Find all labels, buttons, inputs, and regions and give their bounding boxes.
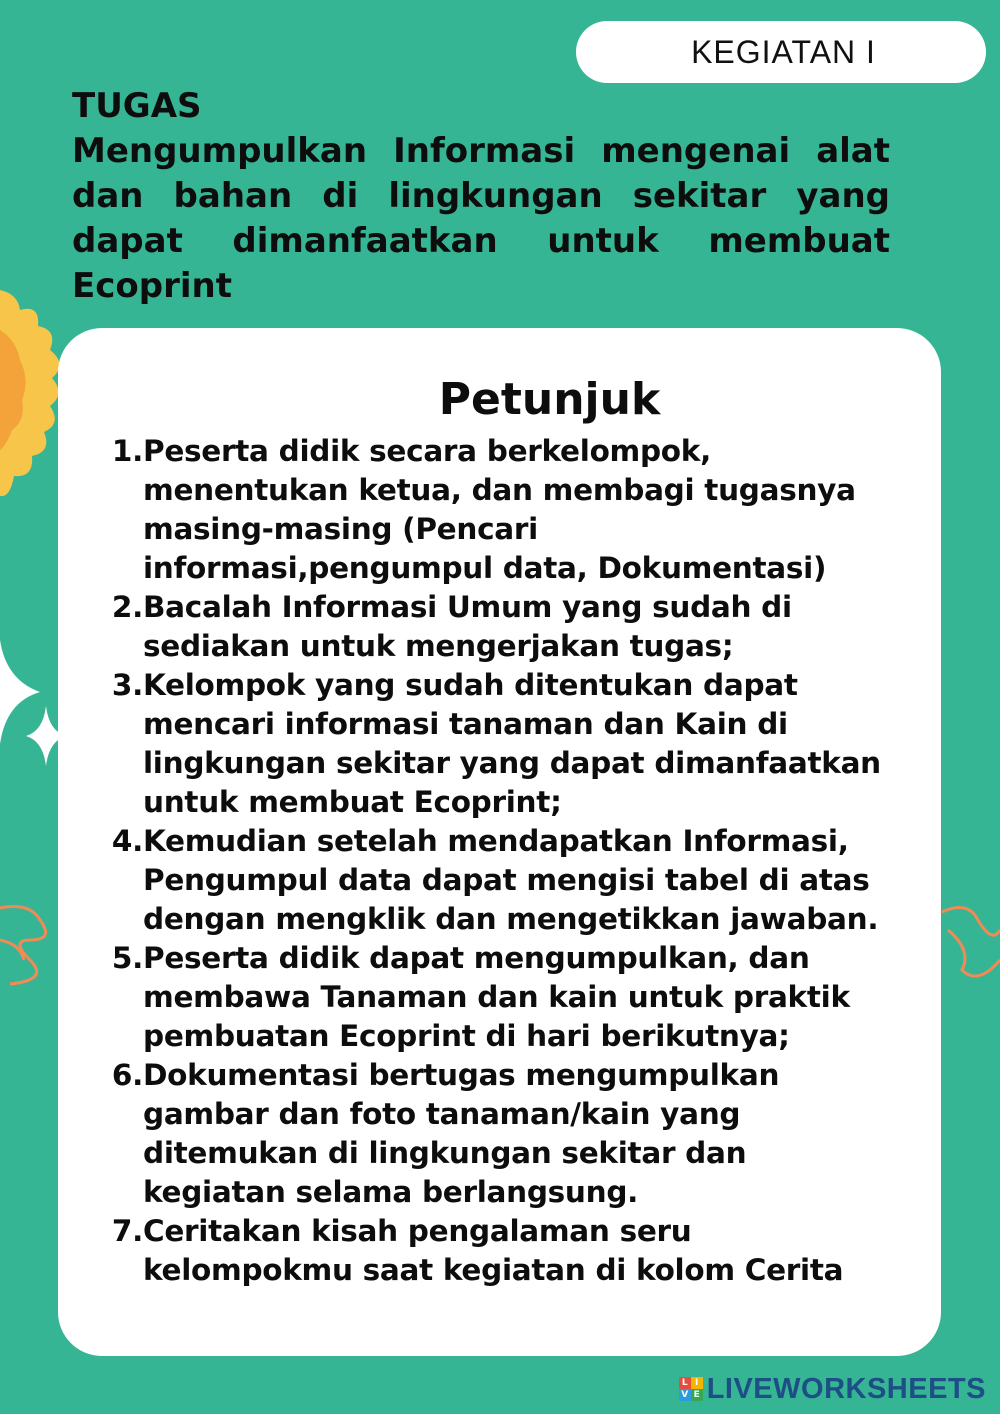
instruction-number: 4. [111, 824, 143, 858]
instructions-list [94, 432, 924, 1290]
instruction-text: Kelompok yang sudah ditentukan dapat mencari informasi tanaman dan Kain di lingkungan sekitar yang dapat dimanfaatkan untuk membuat Ecoprint; [143, 668, 881, 819]
logo-letter: L [679, 1377, 691, 1389]
instruction-item [94, 666, 924, 822]
logo-letter: I [691, 1377, 703, 1389]
instruction-item [94, 432, 924, 588]
task-title: TUGAS [72, 86, 202, 126]
instruction-item [94, 939, 924, 1056]
squiggle-decoration-right [938, 900, 1000, 990]
instruction-number: 7. [111, 1214, 143, 1248]
instruction-item [94, 822, 924, 939]
instruction-text: Peserta didik secara berkelompok, menentukan ketua, dan membagi tugasnya masing-masing (Pencari informasi,pengumpul data, Dokumentasi) [143, 434, 856, 585]
logo-letter: E [691, 1389, 703, 1401]
liveworksheets-brand[interactable] [679, 1372, 986, 1406]
instruction-text: Bacalah Informasi Umum yang sudah di sediakan untuk mengerjakan tugas; [143, 590, 792, 663]
instruction-number: 3. [111, 668, 143, 702]
instruction-item [94, 588, 924, 666]
instruction-number: 2. [111, 590, 143, 624]
instruction-item [94, 1212, 924, 1290]
instructions-title: Petunjuk [438, 374, 661, 425]
instruction-number: 5. [111, 941, 143, 975]
instruction-text: Kemudian setelah mendapatkan Informasi, Pengumpul data dapat mengisi tabel di atas dengan mengklik dan mengetikkan jawaban. [143, 824, 879, 936]
instructions-panel [58, 328, 941, 1356]
instruction-number: 6. [111, 1058, 143, 1092]
instruction-item [94, 1056, 924, 1212]
liveworksheets-logo-icon [679, 1377, 703, 1401]
task-description: Mengumpulkan Informasi mengenai alat dan bahan di lingkungan sekitar yang dapat dimanfaatkan untuk membuat Ecoprint [72, 131, 890, 306]
task-section [72, 84, 890, 309]
activity-badge: KEGIATAN I [576, 21, 986, 83]
instruction-text: Dokumentasi bertugas mengumpulkan gambar dan foto tanaman/kain yang ditemukan di lingkungan sekitar dan kegiatan selama berlangsung. [143, 1058, 780, 1209]
logo-letter: V [679, 1389, 691, 1401]
brand-name: LIVEWORKSHEETS [706, 1372, 986, 1405]
instruction-text: Ceritakan kisah pengalaman seru kelompokmu saat kegiatan di kolom Cerita [143, 1214, 844, 1287]
instruction-text: Peserta didik dapat mengumpulkan, dan membawa Tanaman dan kain untuk praktik pembuatan Ecoprint di hari berikutnya; [143, 941, 850, 1053]
instruction-number: 1. [111, 434, 143, 468]
